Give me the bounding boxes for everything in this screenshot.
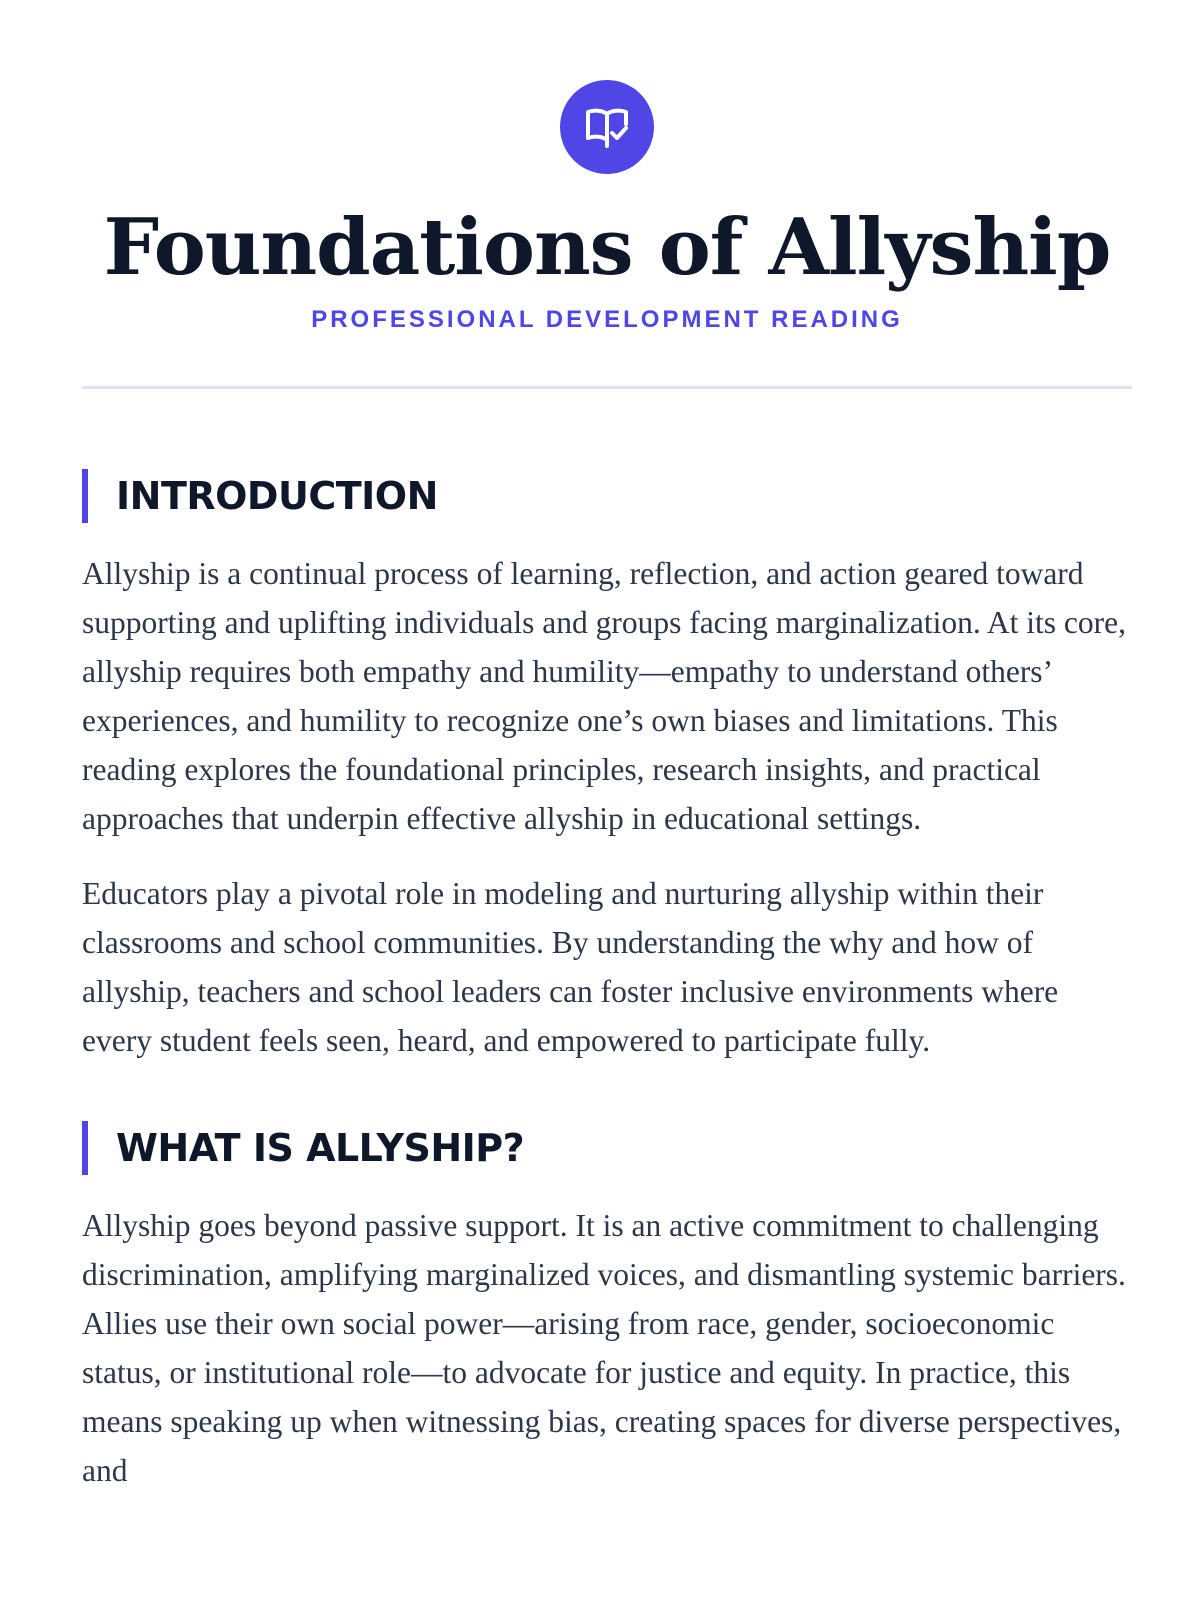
paragraph: Allyship goes beyond passive support. It is an active commitment to challenging discrimination, amplifying marginalized voices, and dismantling systemic barriers. Allies use their own social power—arising from race, gender, socioeconomic status, or institutional role—to advocate for justice and equity. In practice, this means speaking up when witnessing bias, creating spaces for diverse perspectives, and xyxy=(82,1208,1126,1488)
section-heading: WHAT IS ALLYSHIP? xyxy=(82,1121,1132,1175)
paragraph: Allyship is a continual process of learning, reflection, and action geared toward supporting and uplifting individuals and groups facing marginalization. At its core, allyship requires both empathy and humility—empathy to understand others’ experiences, and humility to recognize one’s own biases and limitations. This reading explores the foundational principles, research insights, and practical approaches that underpin effective allyship in educational settings. xyxy=(82,556,1126,836)
document-header xyxy=(82,0,1132,334)
paragraph: Educators play a pivotal role in modeling and nurturing allyship within their classrooms and school communities. By understanding the why and how of allyship, teachers and school leaders can foster inclusive environments where every student feels seen, heard, and empowered to participate fully. xyxy=(82,876,1059,1058)
page-title: Foundations of Allyship xyxy=(103,202,1111,293)
header-divider xyxy=(82,386,1132,389)
reading-page xyxy=(82,0,1132,1495)
section-introduction xyxy=(82,469,1132,1065)
section-heading: INTRODUCTION xyxy=(82,469,1132,523)
section-what-is-allyship xyxy=(82,1121,1132,1495)
book-check-icon xyxy=(580,100,634,154)
page-subtitle: PROFESSIONAL DEVELOPMENT READING xyxy=(311,306,903,333)
logo-badge xyxy=(560,80,654,174)
